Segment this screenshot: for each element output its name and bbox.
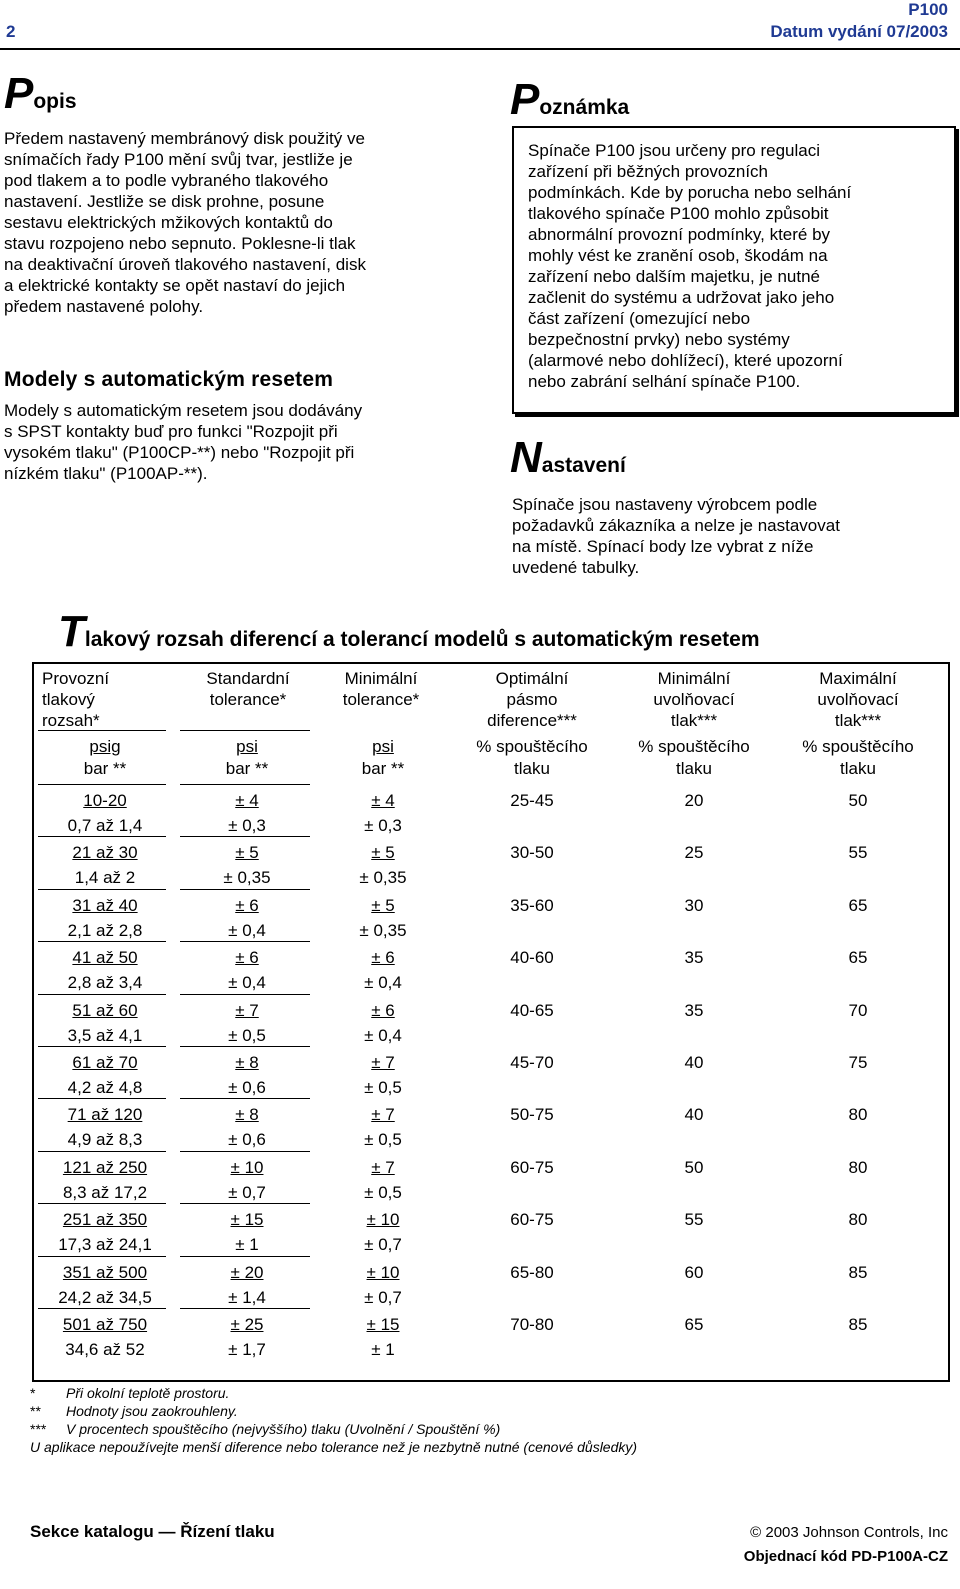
table-cell: ± 20 [230, 1262, 264, 1282]
table-cell: 40-60 [510, 948, 554, 968]
table-cell: 60-75 [510, 1210, 554, 1230]
cell-divider [38, 836, 166, 837]
text-line: nízkém tlaku" (P100AP-**). [4, 464, 208, 483]
table-cell: ± 0,35 [223, 868, 271, 888]
table-cell: ± 0,35 [359, 920, 407, 940]
cell-divider [180, 1046, 310, 1047]
unit-line: psi [372, 737, 394, 756]
table-cell: 8,3 až 17,2 [62, 1182, 148, 1202]
table-cell: 34,6 až 52 [65, 1340, 145, 1359]
table-cell: 65 [848, 895, 868, 915]
catalog-section: Sekce katalogu — Řízení tlaku [30, 1522, 275, 1541]
table-cell: 75 [848, 1053, 868, 1072]
text-line: na místě. Spínací body lze vybrat z níže [512, 537, 814, 556]
text-line: pod tlakem a to podle vybraného tlakového [4, 171, 329, 190]
table-cell: ± 8 [235, 1105, 259, 1125]
text-line: požadavků zákazníka a nelze je nastavovat [512, 516, 840, 535]
table-cell: 35 [684, 948, 704, 968]
note-box [512, 126, 956, 414]
unit-pressure-range [38, 736, 172, 780]
text-line: část zařízení (omezující nebo [528, 309, 751, 328]
heading-initial: P [510, 75, 540, 124]
table-cell: ± 15 [366, 1315, 400, 1334]
footnotes [30, 1384, 930, 1456]
table-cell: 50 [684, 1157, 704, 1177]
text-line: mohly vést ke zranění osob, škodám na [528, 246, 828, 265]
cell-divider [180, 836, 310, 837]
table-cell: ± 0,4 [228, 973, 266, 993]
unit-optimal-differential [452, 736, 612, 780]
text-line: začlenit do systému a udržovat jako jeho [528, 288, 835, 307]
section-heading-popis [4, 69, 77, 118]
table-cell: ± 0,4 [228, 920, 266, 940]
text-line: zařízení při běžných provozních [528, 162, 769, 181]
table-cell: 70 [848, 1000, 868, 1020]
table-cell: 60-75 [510, 1157, 554, 1177]
header-line: pásmo [506, 690, 558, 709]
table-cell: ± 0,7 [364, 1287, 402, 1307]
text-line: zařízení nebo dalším majetku, je nutné [528, 267, 820, 286]
table-cell: ± 6 [235, 948, 259, 968]
text-line: tlakového spínače P100 mohlo způsobit [528, 204, 829, 223]
unit-line: bar ** [361, 759, 405, 778]
table-cell: ± 0,4 [364, 1025, 402, 1045]
header-line: rozsah* [42, 711, 100, 730]
text-line: uvedené tabulky. [512, 558, 640, 577]
table-cell: ± 6 [371, 1000, 395, 1020]
footnote-text: Hodnoty jsou zaokrouhleny. [66, 1403, 238, 1419]
cell-divider [38, 941, 166, 942]
footnote-text: V procentech spouštěcího (nejvyššího) tlaku (Uvolnění / Spouštění %) [66, 1421, 501, 1437]
table-cell: ± 0,5 [364, 1078, 402, 1097]
table-cell: ± 25 [230, 1315, 264, 1334]
cell-divider [180, 1256, 310, 1257]
text-line: nebo zabrání selhání spínače P100. [528, 372, 801, 391]
order-code: Objednací kód PD-P100A-CZ [743, 1548, 948, 1565]
header-line: Standardní [206, 669, 290, 688]
header-line: Optimální [495, 669, 569, 688]
section-heading-nastaveni [510, 433, 626, 482]
cell-divider [38, 994, 166, 995]
table-cell: ± 7 [371, 1157, 395, 1177]
table-cell: ± 10 [366, 1262, 400, 1282]
table-cell: 70-80 [510, 1315, 554, 1334]
text-line: (alarmové nebo dohlížecí), které upozorní [528, 351, 843, 370]
header-minimum-tolerance [316, 668, 446, 710]
table-cell: 65-80 [510, 1262, 554, 1282]
table-cell: 71 až 120 [67, 1105, 143, 1125]
header-line: tlak*** [834, 711, 882, 730]
table-cell: 80 [848, 1210, 868, 1230]
table-cell: ± 1,4 [228, 1287, 266, 1307]
popis-paragraph [4, 128, 484, 317]
table-cell: ± 1 [371, 1340, 395, 1359]
header-max-release [778, 668, 938, 731]
table-cell: 85 [848, 1262, 868, 1282]
nastaveni-paragraph [512, 494, 952, 578]
modely-paragraph [4, 400, 484, 484]
footnote [30, 1384, 930, 1402]
header-line: Minimální [657, 669, 731, 688]
table-cell: ± 5 [371, 843, 395, 863]
cell-divider [180, 784, 310, 785]
table-cell: 2,1 až 2,8 [67, 920, 143, 940]
text-line: předem nastavené polohy. [4, 297, 204, 316]
cell-divider [180, 994, 310, 995]
header-line: tlak*** [670, 711, 718, 730]
table-cell: 40-65 [510, 1000, 554, 1020]
unit-line: tlaku [840, 759, 876, 778]
cell-divider [180, 889, 310, 890]
issue-date: Datum vydání 07/2003 [770, 22, 948, 41]
text-line: nastavení. Jestliže se disk prohne, posune [4, 192, 325, 211]
footnote-mark: ** [30, 1403, 41, 1419]
cell-divider [180, 941, 310, 942]
table-cell: ± 4 [371, 791, 395, 810]
header-line: uvolňovací [653, 690, 735, 709]
table-cell: 1,4 až 2 [74, 868, 136, 888]
table-cell: 40 [684, 1105, 704, 1125]
cell-divider [38, 1308, 166, 1309]
unit-standard-tolerance [180, 736, 314, 780]
cell-divider [38, 1151, 166, 1152]
table-cell: ± 7 [235, 1000, 259, 1020]
table-cell: 17,3 až 24,1 [58, 1235, 152, 1255]
text-line: na deaktivační úroveň tlakového nastavení, disk [4, 255, 366, 274]
text-line: Předem nastavený membránový disk použitý ve [4, 129, 365, 148]
table-cell: ± 15 [230, 1210, 264, 1230]
header-line: tolerance* [209, 690, 287, 709]
table-cell: 35-60 [510, 895, 554, 915]
tolerance-table [32, 662, 950, 1382]
text-line: Modely s automatickým resetem jsou dodávány [4, 401, 363, 420]
table-cell: 65 [848, 948, 868, 968]
heading-initial: T [58, 607, 85, 656]
cell-divider [38, 1256, 166, 1257]
table-cell: ± 0,3 [364, 816, 402, 835]
table-cell: 3,5 až 4,1 [67, 1025, 143, 1045]
table-cell: 80 [848, 1105, 868, 1125]
unit-line: bar ** [225, 759, 269, 778]
table-cell: 35 [684, 1000, 704, 1020]
table-cell: 4,9 až 8,3 [67, 1130, 143, 1150]
cell-divider [180, 1203, 310, 1204]
table-cell: ± 8 [235, 1053, 259, 1072]
table-cell: 50 [848, 791, 868, 810]
text-line: abnormální provozní podmínky, které by [528, 225, 831, 244]
table-cell: ± 7 [371, 1105, 395, 1125]
cell-divider [38, 1046, 166, 1047]
text-line: snímačích řady P100 mění svůj tvar, jestliže je [4, 150, 353, 169]
text-line: stavu rozpojeno nebo sepnuto. Poklesne-li tlak [4, 234, 356, 253]
text-line: podmínkách. Kde by porucha nebo selhání [528, 183, 852, 202]
unit-line: psig [89, 737, 121, 756]
table-cell: 55 [848, 843, 868, 863]
table-cell: 20 [684, 791, 704, 810]
unit-line: bar ** [83, 759, 127, 778]
table-cell: ± 6 [235, 895, 259, 915]
header-line: tolerance* [342, 690, 420, 709]
unit-min-release [614, 736, 774, 780]
cell-divider [38, 1203, 166, 1204]
table-cell: ± 0,5 [364, 1130, 402, 1150]
heading-rest: astavení [541, 454, 626, 477]
header-line: Minimální [344, 669, 418, 688]
header-line: diference*** [487, 711, 577, 730]
table-cell: 501 až 750 [62, 1315, 148, 1334]
text-line: a elektrické kontakty se opět nastaví do jejich [4, 276, 346, 295]
copyright: © 2003 Johnson Controls, Inc [750, 1524, 948, 1541]
table-cell: 55 [684, 1210, 704, 1230]
header-line: uvolňovací [817, 690, 899, 709]
heading-rest: opis [33, 90, 77, 113]
cell-divider [38, 784, 166, 785]
footnote-text: Při okolní teplotě prostoru. [66, 1385, 230, 1401]
text-line: bezpečnostní prvky) nebo systémy [528, 330, 790, 349]
table-cell: 30-50 [510, 843, 554, 863]
header-line: tlakový [42, 690, 95, 709]
table-cell: 80 [848, 1157, 868, 1177]
text-line: s SPST kontakty buď pro funkci "Rozpojit při [4, 422, 338, 441]
table-cell: 25 [684, 843, 704, 863]
heading-rest: oznámka [539, 96, 630, 119]
table-cell: 65 [684, 1315, 704, 1334]
unit-line: tlaku [676, 759, 712, 778]
table-title [58, 607, 760, 656]
table-cell: 251 až 350 [62, 1210, 148, 1230]
cell-divider [38, 1098, 166, 1099]
cell-divider [180, 730, 310, 731]
unit-line: psi [236, 737, 258, 756]
table-cell: ± 6 [371, 948, 395, 968]
table-cell: ± 0,35 [359, 868, 407, 888]
table-cell: 61 až 70 [72, 1053, 138, 1072]
cell-divider [38, 730, 166, 731]
table-cell: ± 10 [366, 1210, 400, 1230]
cell-divider [180, 1308, 310, 1309]
header-min-release [614, 668, 774, 731]
table-cell: 0,7 až 1,4 [67, 816, 143, 835]
section-heading-poznamka [510, 75, 630, 124]
table-cell: 31 až 40 [72, 895, 138, 915]
table-cell: 351 až 500 [62, 1262, 148, 1282]
header-pressure-range [42, 668, 172, 731]
table-cell: 51 až 60 [72, 1000, 138, 1020]
unit-line: % spouštěcího [476, 737, 588, 756]
table-cell: ± 5 [371, 895, 395, 915]
table-cell: 41 až 50 [72, 948, 138, 968]
footnote-mark: *** [30, 1421, 47, 1437]
table-cell: 50-75 [510, 1105, 554, 1125]
table-cell: ± 0,5 [228, 1025, 266, 1045]
cell-divider [180, 1098, 310, 1099]
table-cell: ± 0,6 [228, 1130, 266, 1150]
heading-initial: N [510, 433, 542, 482]
table-cell: 24,2 až 34,5 [58, 1287, 152, 1307]
table-cell: ± 5 [235, 843, 259, 863]
table-cell: ± 0,5 [364, 1182, 402, 1202]
text-line: vysokém tlaku" (P100CP-**) nebo "Rozpojit při [4, 443, 355, 462]
table-cell: ± 0,4 [364, 973, 402, 993]
heading-initial: P [4, 69, 34, 118]
table-cell: 10-20 [83, 791, 127, 810]
table-cell: ± 0,7 [228, 1182, 266, 1202]
cell-divider [38, 889, 166, 890]
footnote [30, 1438, 930, 1456]
text-line: Spínače jsou nastaveny výrobcem podle [512, 495, 818, 514]
header-line: Maximální [819, 669, 897, 688]
poznamka-paragraph [528, 140, 944, 392]
footnote-mark: * [30, 1385, 36, 1401]
table-cell: ± 10 [230, 1157, 264, 1177]
table-cell: ± 0,6 [228, 1078, 266, 1097]
unit-line: % spouštěcího [638, 737, 750, 756]
unit-minimum-tolerance [316, 736, 450, 780]
unit-line: tlaku [514, 759, 550, 778]
table-cell: 21 až 30 [72, 843, 138, 863]
table-cell: ± 4 [235, 791, 259, 810]
table-cell: 45-70 [510, 1053, 554, 1072]
table-cell: 121 až 250 [62, 1157, 148, 1177]
text-line: Spínače P100 jsou určeny pro regulaci [528, 141, 821, 160]
cell-divider [180, 1151, 310, 1152]
table-cell: 25-45 [510, 791, 554, 810]
unit-line: % spouštěcího [802, 737, 914, 756]
unit-max-release [778, 736, 938, 780]
heading-rest: lakový rozsah diferencí a tolerancí modelů s automatickým resetem [84, 628, 760, 651]
header-line: Provozní [42, 669, 110, 688]
table-cell: 60 [684, 1262, 704, 1282]
table-cell: 4,2 až 4,8 [67, 1078, 143, 1097]
table-cell: ± 0,7 [364, 1235, 402, 1255]
table-cell: ± 1,7 [228, 1340, 266, 1359]
header-optimal-differential [452, 668, 612, 731]
page-number: 2 [6, 22, 16, 41]
table-cell: ± 0,3 [228, 816, 266, 835]
table-cell: 40 [684, 1053, 704, 1072]
header-standard-tolerance [178, 668, 318, 710]
product-code: P100 [908, 0, 948, 19]
header-divider [0, 48, 960, 50]
table-cell: ± 7 [371, 1053, 395, 1072]
text-line: sestavu elektrických mžikových kontaktů do [4, 213, 333, 232]
table-cell: ± 1 [235, 1235, 259, 1255]
footnote [30, 1420, 930, 1438]
footnote-text: U aplikace nepoužívejte menší diference nebo tolerance než je nezbytně nutné (cenové důsledky) [30, 1439, 638, 1455]
section-heading-modely: Modely s automatickým resetem [4, 368, 334, 391]
footnote [30, 1402, 930, 1420]
table-cell: 2,8 až 3,4 [67, 973, 143, 993]
table-cell: 85 [848, 1315, 868, 1334]
table-cell: 30 [684, 895, 704, 915]
